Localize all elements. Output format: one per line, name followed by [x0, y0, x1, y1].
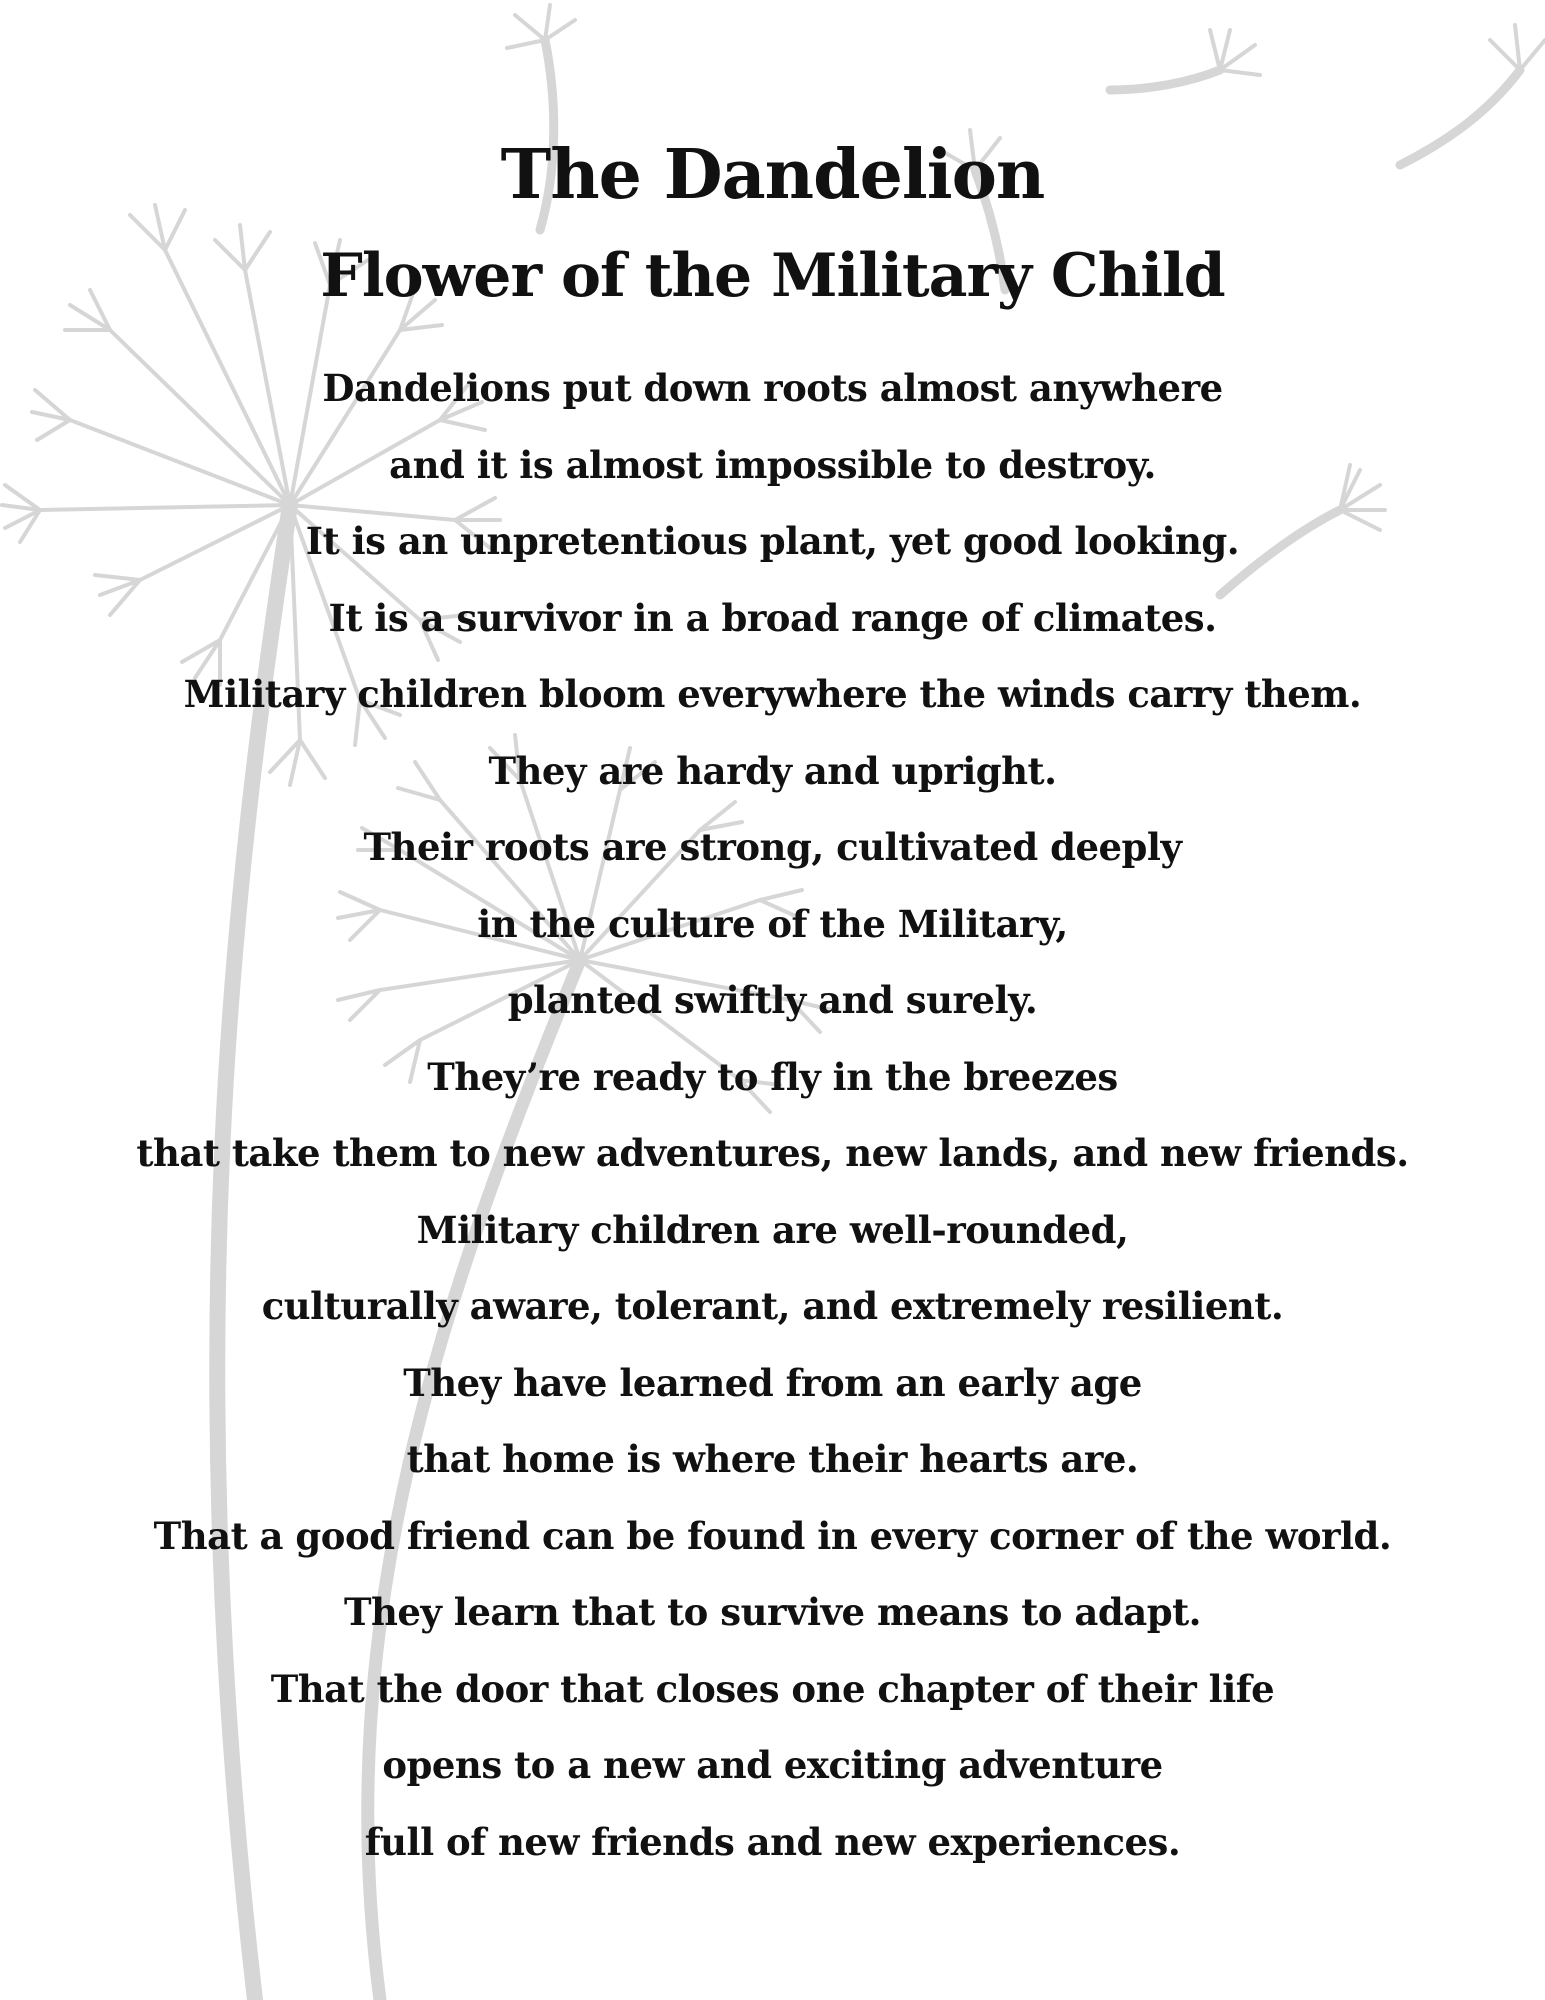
page-title: The Dandelion [500, 135, 1045, 215]
poem-line: that home is where their hearts are. [406, 1437, 1139, 1481]
poem-line: that take them to new adventures, new lands, and new friends. [136, 1131, 1409, 1175]
poem-line: Military children are well-rounded, [416, 1207, 1129, 1252]
poem-line: planted swiftly and surely. [507, 978, 1038, 1022]
poem-line: Dandelions put down roots almost anywhere [322, 366, 1223, 410]
poem-line: They are hardy and upright. [488, 748, 1057, 793]
poem-line: Military children bloom everywhere the winds carry them. [183, 672, 1362, 716]
poem-line: It is an unpretentious plant, yet good looking. [305, 519, 1240, 563]
poem-line: in the culture of the Military, [477, 901, 1068, 946]
poem-line: It is a survivor in a broad range of climates. [328, 595, 1217, 640]
page-subtitle: Flower of the Military Child [320, 241, 1225, 311]
poem-body [0, 350, 1545, 1880]
poem-line: opens to a new and exciting adventure [382, 1743, 1163, 1787]
poem-line: culturally aware, tolerant, and extremely resilient. [261, 1284, 1284, 1328]
poem-line: They have learned from an early age [403, 1360, 1142, 1405]
poem-line: and it is almost impossible to destroy. [389, 442, 1156, 487]
poem-line: Their roots are strong, cultivated deeply [363, 825, 1182, 869]
poem-line: They learn that to survive means to adapt. [343, 1590, 1202, 1634]
poem-line: They’re ready to fly in the breezes [427, 1054, 1118, 1099]
poem-line: That a good friend can be found in every corner of the world. [153, 1513, 1392, 1558]
poem-line: full of new friends and new experiences. [364, 1819, 1181, 1864]
poem-line: That the door that closes one chapter of their life [270, 1666, 1275, 1711]
